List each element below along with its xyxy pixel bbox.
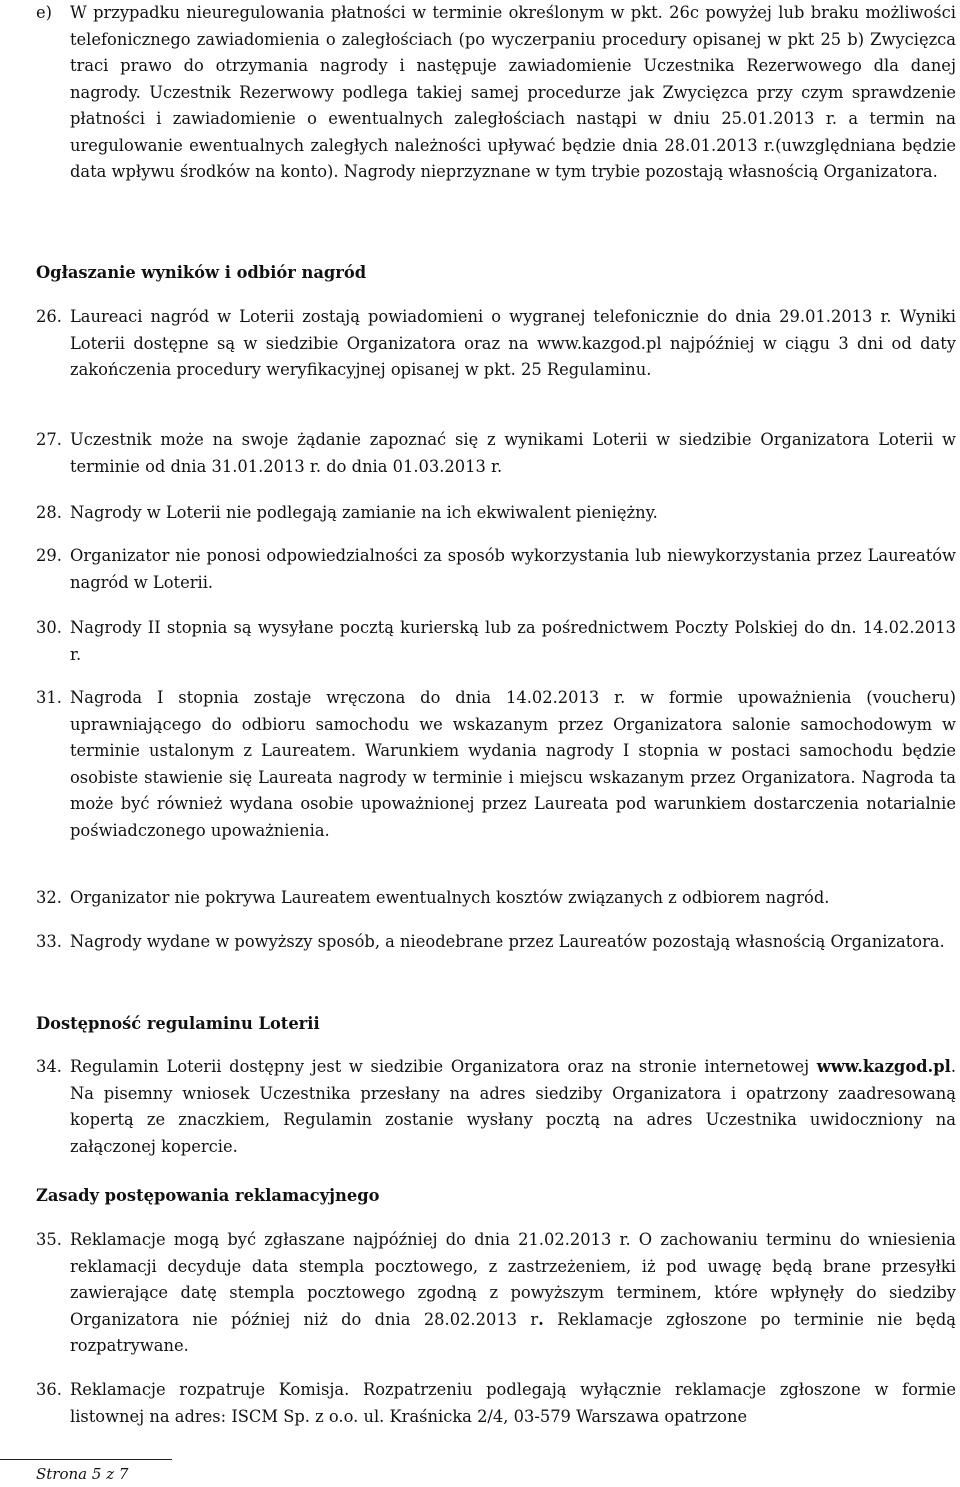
paragraph-number: 27. bbox=[36, 430, 62, 449]
website-link[interactable]: www.kazgod.pl bbox=[816, 1057, 951, 1076]
paragraph-30 bbox=[36, 615, 956, 668]
paragraph-31 bbox=[36, 685, 956, 844]
paragraph-number: 35. bbox=[36, 1230, 62, 1249]
paragraph-number: 30. bbox=[36, 618, 62, 637]
section-heading-availability: Dostępność regulaminu Loterii bbox=[36, 1014, 320, 1033]
paragraph-number: 32. bbox=[36, 888, 62, 907]
paragraph-text: Organizator nie pokrywa Laureatem ewentualnych kosztów związanych z odbiorem nagród. bbox=[70, 888, 830, 907]
paragraph-34 bbox=[36, 1054, 956, 1160]
paragraph-text: Nagrody II stopnia są wysyłane pocztą kurierską lub za pośrednictwem Poczty Polskiej do dn. 14.02.2013 r. bbox=[70, 618, 956, 664]
paragraph-number: 34. bbox=[36, 1057, 62, 1076]
paragraph-text: Organizator nie ponosi odpowiedzialności za sposób wykorzystania lub niewykorzystania przez Laureatów nagród w Loterii. bbox=[70, 546, 956, 592]
paragraph-number: 36. bbox=[36, 1380, 62, 1399]
paragraph-e bbox=[36, 0, 956, 186]
paragraph-33 bbox=[36, 929, 956, 956]
paragraph-36 bbox=[36, 1377, 956, 1430]
paragraph-text bbox=[70, 1227, 956, 1360]
section-heading-results: Ogłaszanie wyników i odbiór nagród bbox=[36, 263, 367, 282]
paragraph-text: Laureaci nagród w Loterii zostają powiadomieni o wygranej telefonicznie do dnia 29.01.2013 r. Wyniki Loterii dostępne są w siedzibie Organizatora oraz na www.kazgod.pl najpóźniej w ciągu 3 dni od daty zakończenia procedury weryfikacyjnej opisanej w pkt. 25 Regulaminu. bbox=[70, 307, 956, 379]
paragraph-text bbox=[70, 1054, 956, 1160]
paragraph-number: 29. bbox=[36, 546, 62, 565]
paragraph-text: Uczestnik może na swoje żądanie zapoznać się z wynikami Loterii w siedzibie Organizatora Loterii w terminie od dnia 31.01.2013 r. do dnia 01.03.2013 r. bbox=[70, 430, 956, 476]
paragraph-text-part: Reklamacje zgłoszone po terminie nie będą rozpatrywane. bbox=[70, 1309, 956, 1355]
paragraph-text: Nagrody wydane w powyższy sposób, a nieodebrane przez Laureatów pozostają własnością Organizatora. bbox=[70, 932, 945, 951]
paragraph-32 bbox=[36, 885, 956, 912]
page-number-footer: Strona 5 z 7 bbox=[36, 1465, 129, 1483]
section-heading-complaints: Zasady postępowania reklamacyjnego bbox=[36, 1186, 380, 1205]
paragraph-text: Reklamacje rozpatruje Komisja. Rozpatrzeniu podlegają wyłącznie reklamacje zgłoszone w formie listownej na adres: ISCM Sp. z o.o. ul. Kraśnicka 2/4, 03-579 Warszawa opatrzone bbox=[70, 1380, 956, 1426]
paragraph-text: Nagroda I stopnia zostaje wręczona do dnia 14.02.2013 r. w formie upoważnienia (voucheru) uprawniającego do odbioru samochodu we wskazanym przez Organizatora salonie samochodowym w terminie ustalonym z Laureatem. Warunkiem wydania nagrody I stopnia w postaci samochodu będzie osobiste stawienie się Laureata nagrody w terminie i miejscu wskazanym przez Organizatora. Nagroda ta może być również wydana osobie upoważnionej przez Laureata pod warunkiem dostarczenia notarialnie poświadczonego upoważnienia. bbox=[70, 688, 956, 840]
paragraph-number: e) bbox=[36, 3, 52, 22]
paragraph-text-part: Regulamin Loterii dostępny jest w siedzibie Organizatora oraz na stronie internetowej bbox=[70, 1057, 817, 1076]
footer-divider bbox=[0, 1459, 172, 1460]
paragraph-26 bbox=[36, 304, 956, 384]
paragraph-number: 31. bbox=[36, 688, 62, 707]
paragraph-text-part: Reklamacje mogą być zgłaszane najpóźniej do dnia 21.02.2013 r. O zachowaniu terminu do wniesienia reklamacji decyduje data stempla pocztowego, z zastrzeżeniem, iż pod uwagę będą brane przesyłki zawierające datę stempla pocztowego zgodną z powyższym terminem, które wpłynęły do siedziby Organizatora nie później niż do dnia 28.02.2013 r bbox=[70, 1230, 956, 1329]
paragraph-28 bbox=[36, 500, 956, 527]
paragraph-number: 28. bbox=[36, 503, 62, 522]
paragraph-text-part: . Na pisemny wniosek Uczestnika przesłany na adres siedziby Organizatora i opatrzony zaadresowaną kopertą ze znaczkiem, Regulamin zostanie wysłany pocztą na adres Uczestnika uwidoczniony na załączonej kopercie. bbox=[70, 1057, 956, 1156]
paragraph-number: 33. bbox=[36, 932, 62, 951]
paragraph-27 bbox=[36, 427, 956, 480]
paragraph-number: 26. bbox=[36, 307, 62, 326]
paragraph-text: W przypadku nieuregulowania płatności w terminie określonym w pkt. 26c powyżej lub braku możliwości telefonicznego zawiadomienia o zaległościach (po wyczerpaniu procedury opisanej w pkt 25 b) Zwycięzca traci prawo do otrzymania nagrody i następuje zawiadomienie Uczestnika Rezerwowego dla danej nagrody. Uczestnik Rezerwowy podlega takiej samej procedurze jak Zwycięzca przy czym sprawdzenie płatności i zawiadomienie o ewentualnych zaległościach nastąpi w dniu 25.01.2013 r. a termin na uregulowanie ewentualnych zaległych należności upływać będzie dnia 28.01.2013 r.(uwzględniana będzie data wpływu środków na konto). Nagrody nieprzyznane w tym trybie pozostają własnością Organizatora. bbox=[70, 3, 956, 181]
paragraph-text: Nagrody w Loterii nie podlegają zamianie na ich ekwiwalent pieniężny. bbox=[70, 503, 658, 522]
bold-period: . bbox=[538, 1309, 544, 1329]
paragraph-35 bbox=[36, 1227, 956, 1360]
paragraph-29 bbox=[36, 543, 956, 596]
